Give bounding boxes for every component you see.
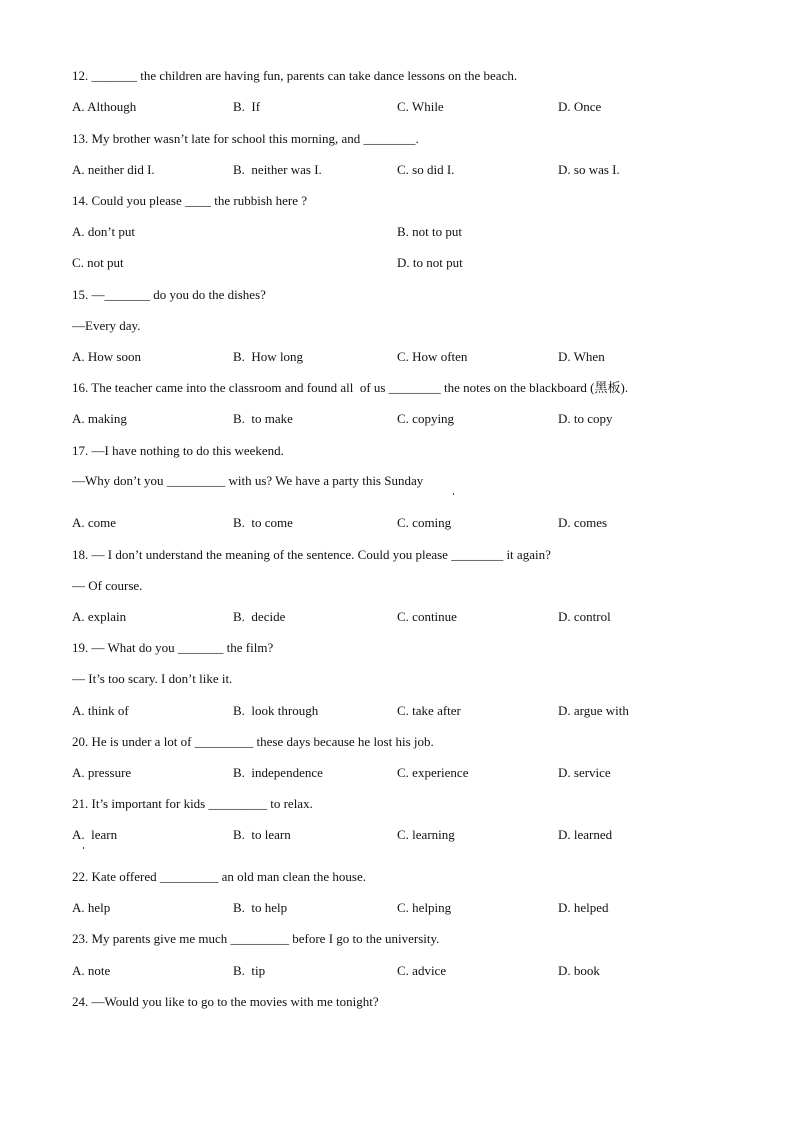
question-18-option-d: D. control [558,609,611,624]
question-21-option-c: C. learning [397,827,455,842]
question-20-option-a: A. pressure [72,765,132,780]
question-16-stem: 16. The teacher came into the classroom and found all of us ________ the notes on the blackboard (黑板). [72,380,629,395]
question-18-option-a: A. explain [72,609,127,624]
question-16-option-b: B. to make [233,411,293,426]
question-13-option-c: C. so did I. [397,162,455,177]
question-19-option-a: A. think of [72,703,129,718]
question-21-option-d: D. learned [558,827,613,842]
question-13-stem: 13. My brother wasn’t late for school this morning, and ________. [72,131,419,146]
question-14-option-d: D. to not put [397,255,463,270]
question-14-option-a: A. don’t put [72,224,135,239]
question-23-option-a: A. note [72,963,111,978]
question-17-reply-line: —Why don’t you _________ with us? We have a party this Sunday [72,473,424,488]
question-21-stem: 21. It’s important for kids _________ to relax. [72,796,313,811]
question-14-stem: 14. Could you please ____ the rubbish here ? [72,193,308,208]
question-12-option-d: D. Once [558,99,602,114]
question-17-stem: 17. —I have nothing to do this weekend. [72,443,284,458]
question-17-option-c: C. coming [397,515,452,530]
question-15-option-c: C. How often [397,349,468,364]
question-22-option-d: D. helped [558,900,609,915]
question-24-stem: 24. —Would you like to go to the movies with me tonight? [72,994,379,1009]
question-20-option-b: B. independence [233,765,323,780]
question-16-option-a: A. making [72,411,127,426]
question-16-option-d: D. to copy [558,411,613,426]
question-13-option-d: D. so was I. [558,162,620,177]
question-15-option-b: B. How long [233,349,304,364]
question-23-option-c: C. advice [397,963,447,978]
question-20-option-d: D. service [558,765,611,780]
stray-mark [83,847,84,849]
question-19-option-d: D. argue with [558,703,629,718]
question-21-option-b: B. to learn [233,827,291,842]
question-22-stem: 22. Kate offered _________ an old man clean the house. [72,869,366,884]
question-19-reply-line: — It’s too scary. I don’t like it. [72,671,233,686]
question-15-option-d: D. When [558,349,605,364]
question-13-option-b: B. neither was I. [233,162,322,177]
stray-mark [453,493,454,495]
question-15-option-a: A. How soon [72,349,141,364]
question-21-option-a: A. learn [72,827,118,842]
question-14-option-b: B. not to put [397,224,463,239]
question-13-option-a: A. neither did I. [72,162,155,177]
question-18-reply-line: — Of course. [72,578,143,593]
question-19-option-c: C. take after [397,703,461,718]
question-12-option-a: A. Although [72,99,137,114]
question-22-option-c: C. helping [397,900,452,915]
question-15-answer-line: —Every day. [72,318,141,333]
question-23-option-d: D. book [558,963,600,978]
question-23-option-b: B. tip [233,963,266,978]
question-23-stem: 23. My parents give me much _________ before I go to the university. [72,931,440,946]
question-20-stem: 20. He is under a lot of _________ these days because he lost his job. [72,734,434,749]
question-19-option-b: B. look through [233,703,319,718]
question-18-option-c: C. continue [397,609,457,624]
question-22-option-a: A. help [72,900,111,915]
question-17-option-b: B. to come [233,515,293,530]
question-15-stem: 15. —_______ do you do the dishes? [72,287,266,302]
question-12-stem: 12. _______ the children are having fun, parents can take dance lessons on the beach. [72,68,518,83]
question-12-option-b: B. If [233,99,261,114]
question-20-option-c: C. experience [397,765,469,780]
question-19-stem: 19. — What do you _______ the film? [72,640,274,655]
question-16-option-c: C. copying [397,411,455,426]
question-12-option-c: C. While [397,99,444,114]
question-17-option-a: A. come [72,515,117,530]
question-18-option-b: B. decide [233,609,286,624]
question-14-option-c: C. not put [72,255,124,270]
question-18-stem: 18. — I don’t understand the meaning of the sentence. Could you please ________ it again? [72,547,551,562]
question-22-option-b: B. to help [233,900,288,915]
question-17-option-d: D. comes [558,515,608,530]
